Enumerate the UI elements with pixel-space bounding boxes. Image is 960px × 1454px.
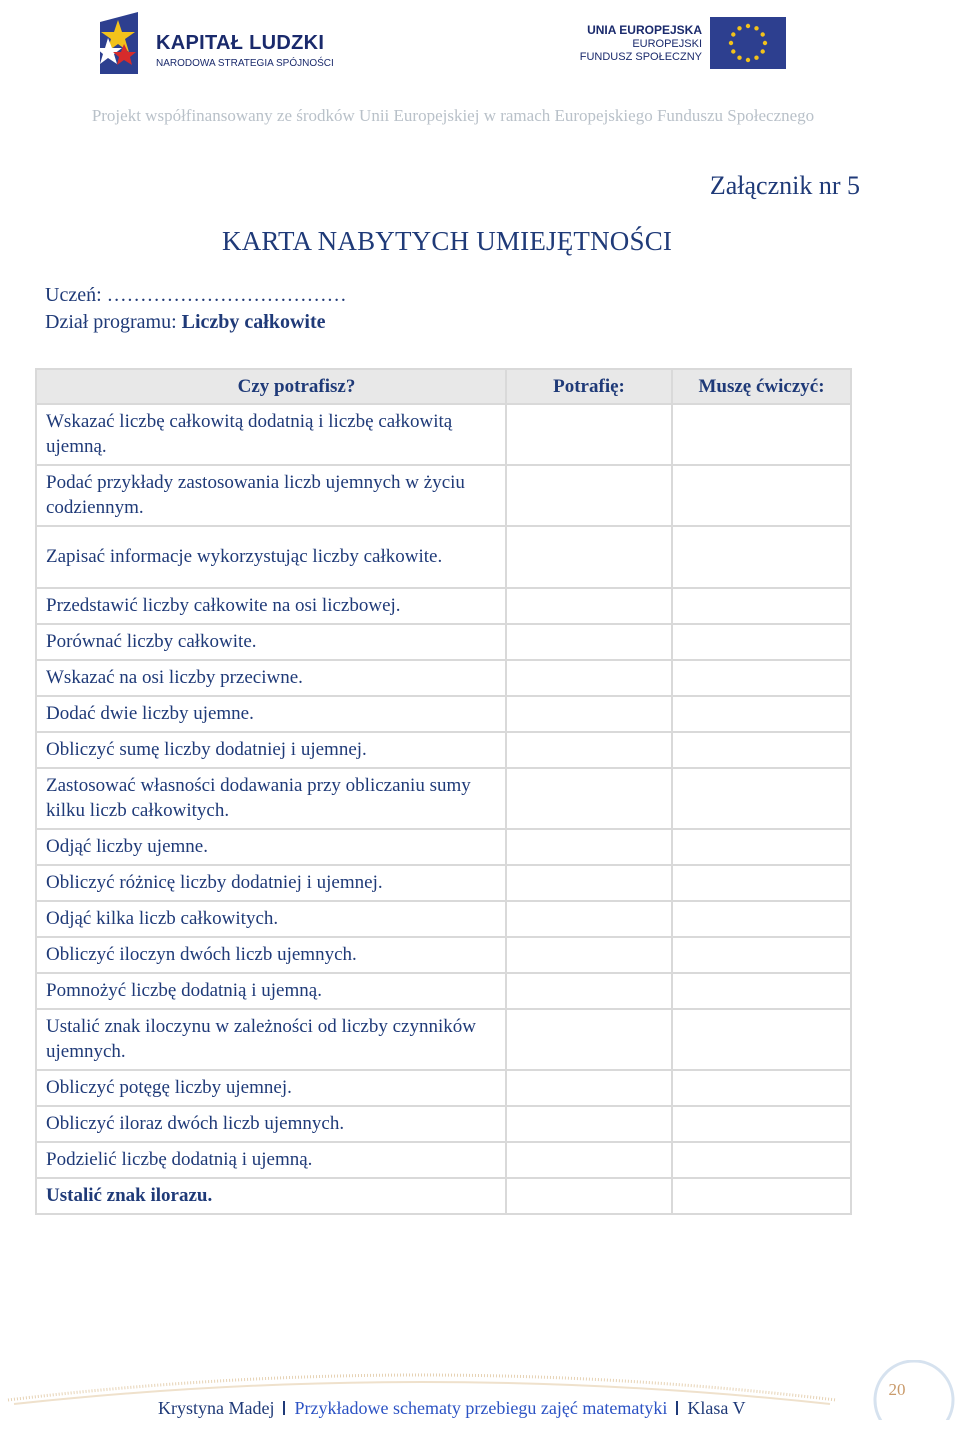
practice-cell[interactable]	[672, 973, 851, 1009]
skill-cell: Podać przykłady zastosowania liczb ujemnych w życiu codziennym.	[36, 465, 506, 526]
skill-cell: Wskazać liczbę całkowitą dodatnią i liczbę całkowitą ujemną.	[36, 404, 506, 465]
table-row	[36, 901, 851, 937]
skill-cell: Zastosować własności dodawania przy obliczaniu sumy kilku liczb całkowitych.	[36, 768, 506, 829]
skill-cell: Zapisać informacje wykorzystując liczby całkowite.	[36, 526, 506, 588]
skill-cell: Obliczyć różnicę liczby dodatniej i ujemnej.	[36, 865, 506, 901]
can-cell[interactable]	[506, 1142, 672, 1178]
kapital-ludzki-logo	[98, 8, 334, 80]
skill-cell: Odjąć liczby ujemne.	[36, 829, 506, 865]
table-row	[36, 526, 851, 588]
skills-table	[35, 368, 852, 1215]
skill-cell: Pomnożyć liczbę dodatnią i ujemną.	[36, 973, 506, 1009]
table-row	[36, 829, 851, 865]
logo-right-line3: FUNDUSZ SPOŁECZNY	[579, 51, 702, 63]
skill-cell: Obliczyć sumę liczby dodatniej i ujemnej.	[36, 732, 506, 768]
can-cell[interactable]	[506, 1106, 672, 1142]
can-cell[interactable]	[506, 465, 672, 526]
table-row	[36, 404, 851, 465]
practice-cell[interactable]	[672, 526, 851, 588]
table-row	[36, 1070, 851, 1106]
table-row	[36, 660, 851, 696]
practice-cell[interactable]	[672, 660, 851, 696]
practice-cell[interactable]	[672, 768, 851, 829]
section-line	[45, 311, 326, 334]
can-cell[interactable]	[506, 624, 672, 660]
skill-cell: Podzielić liczbę dodatnią i ujemną.	[36, 1142, 506, 1178]
logo-left-title: KAPITAŁ LUDZKI	[156, 32, 325, 54]
table-row	[36, 732, 851, 768]
skill-cell: Obliczyć potęgę liczby ujemnej.	[36, 1070, 506, 1106]
can-cell[interactable]	[506, 865, 672, 901]
practice-cell[interactable]	[672, 1178, 851, 1214]
can-cell[interactable]	[506, 696, 672, 732]
section-label: Dział programu:	[45, 311, 182, 333]
practice-cell[interactable]	[672, 1070, 851, 1106]
practice-cell[interactable]	[672, 865, 851, 901]
section-value: Liczby całkowite	[181, 311, 326, 333]
practice-cell[interactable]	[672, 404, 851, 465]
practice-cell[interactable]	[672, 732, 851, 768]
kapital-ludzki-emblem-icon	[98, 8, 144, 78]
table-header-row	[36, 369, 851, 404]
page-title: KARTA NABYTYCH UMIEJĘTNOŚCI	[222, 226, 673, 256]
skill-cell: Wskazać na osi liczby przeciwne.	[36, 660, 506, 696]
footer-author: Krystyna Madej	[158, 1398, 275, 1418]
annex-label: Załącznik nr 5	[709, 171, 860, 200]
student-name-field: ………………………………	[106, 284, 347, 306]
page-number: 20	[888, 1380, 906, 1399]
can-cell[interactable]	[506, 1009, 672, 1070]
header-can-you: Czy potrafisz?	[36, 369, 506, 404]
can-cell[interactable]	[506, 732, 672, 768]
footer-grade: Klasa V	[687, 1398, 746, 1418]
practice-cell[interactable]	[672, 937, 851, 973]
practice-cell[interactable]	[672, 1106, 851, 1142]
logo-right-line2: EUROPEJSKI	[632, 38, 702, 50]
practice-cell[interactable]	[672, 901, 851, 937]
can-cell[interactable]	[506, 937, 672, 973]
skill-cell: Obliczyć iloraz dwóch liczb ujemnych.	[36, 1106, 506, 1142]
table-row	[36, 768, 851, 829]
table-row	[36, 1009, 851, 1070]
table-row	[36, 696, 851, 732]
table-row	[36, 865, 851, 901]
logo-right-line1: UNIA EUROPEJSKA	[587, 23, 702, 37]
table-row	[36, 1142, 851, 1178]
table-row	[36, 588, 851, 624]
practice-cell[interactable]	[672, 696, 851, 732]
skill-cell: Porównać liczby całkowite.	[36, 624, 506, 660]
project-cofinancing-note: Projekt współfinansowany ze środków Unii Europejskiej w ramach Europejskiego Funduszu Społecznego	[91, 106, 815, 125]
practice-cell[interactable]	[672, 624, 851, 660]
table-row	[36, 465, 851, 526]
table-row	[36, 1178, 851, 1214]
eu-flag-icon	[710, 17, 786, 69]
student-line	[45, 284, 347, 307]
table-row	[36, 1106, 851, 1142]
can-cell[interactable]	[506, 588, 672, 624]
footer	[158, 1398, 746, 1419]
can-cell[interactable]	[506, 1178, 672, 1214]
can-cell[interactable]	[506, 404, 672, 465]
practice-cell[interactable]	[672, 829, 851, 865]
can-cell[interactable]	[506, 768, 672, 829]
student-label: Uczeń:	[45, 284, 107, 306]
practice-cell[interactable]	[672, 1142, 851, 1178]
header-must-practice: Muszę ćwiczyć:	[672, 369, 851, 404]
table-row	[36, 973, 851, 1009]
footer-book-title: Przykładowe schematy przebiegu zajęć matematyki	[294, 1398, 668, 1418]
practice-cell[interactable]	[672, 1009, 851, 1070]
can-cell[interactable]	[506, 526, 672, 588]
can-cell[interactable]	[506, 1070, 672, 1106]
skill-cell: Dodać dwie liczby ujemne.	[36, 696, 506, 732]
can-cell[interactable]	[506, 660, 672, 696]
eu-logo	[579, 15, 788, 71]
footer-separator	[283, 1401, 285, 1415]
skill-cell: Ustalić znak iloczynu w zależności od liczby czynników ujemnych.	[36, 1009, 506, 1070]
table-row	[36, 624, 851, 660]
can-cell[interactable]	[506, 829, 672, 865]
can-cell[interactable]	[506, 973, 672, 1009]
skill-cell: Obliczyć iloczyn dwóch liczb ujemnych.	[36, 937, 506, 973]
skill-cell: Przedstawić liczby całkowite na osi liczbowej.	[36, 588, 506, 624]
practice-cell[interactable]	[672, 465, 851, 526]
footer-separator	[676, 1401, 678, 1415]
table-row	[36, 937, 851, 973]
skill-cell: Ustalić znak ilorazu.	[36, 1178, 506, 1214]
header-i-can: Potrafię:	[506, 369, 672, 404]
skill-cell: Odjąć kilka liczb całkowitych.	[36, 901, 506, 937]
logo-left-subtitle: NARODOWA STRATEGIA SPÓJNOŚCI	[156, 58, 334, 69]
practice-cell[interactable]	[672, 588, 851, 624]
can-cell[interactable]	[506, 901, 672, 937]
